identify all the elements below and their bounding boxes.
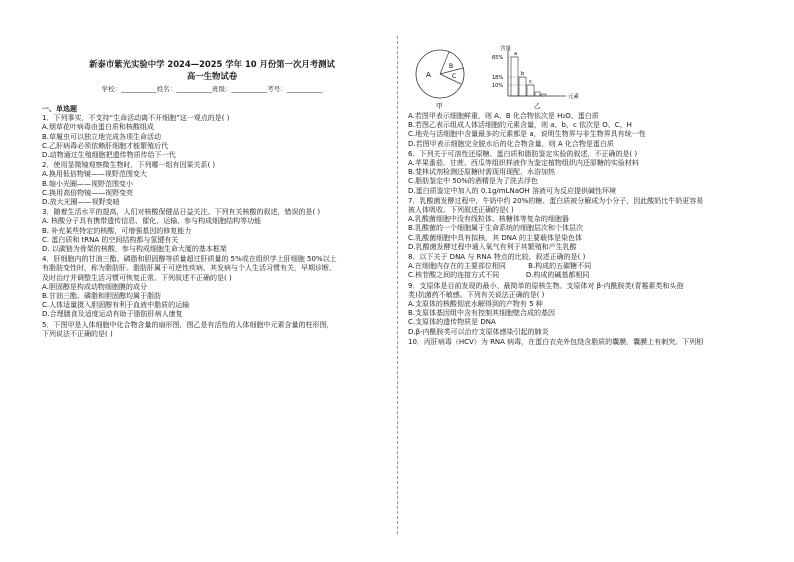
text-line: 4．肝细胞内的甘油三酯、磷脂和胆固醇等质量超过肝质量的 5%或在组织学上肝细胞 50%以上 — [42, 255, 337, 264]
y-tick-label: 10% — [492, 83, 504, 89]
text-line: B.支原体基因组中含有控制其细胞壁合成的基因 — [408, 309, 556, 318]
pie-slice-label: B — [449, 63, 454, 70]
bar-label: c — [529, 79, 532, 85]
text-line: 类)抗菌药不敏感。下列有关说法正确的是( ) — [408, 290, 545, 299]
text-line: C.换用高倍物镜——视野变亮 — [42, 188, 134, 197]
pie-slice-label: A — [426, 71, 431, 79]
y-axis-title: 含量 — [500, 46, 512, 52]
text-line: B.甘油三酯、磷脂和胆固醇均属于脂肪 — [42, 292, 162, 301]
text-line: 及时治疗并调整生活习惯可恢复正常。下列叙述不正确的是( ) — [42, 273, 232, 282]
text-line: A.换用低倍物镜——视野范围变大 — [42, 170, 147, 179]
text-line: B.草履虫可以独立地完成各项生命活动 — [42, 132, 162, 141]
left-column — [42, 104, 396, 339]
text-line: D.蛋白质鉴定中加入的 0.1g/mLNaOH 溶液可为反应提供碱性环境 — [408, 186, 617, 195]
figure-svg — [408, 44, 608, 112]
text-line: 6．下列关于可溶性还原糖、蛋白质和脂肪鉴定实验的叙述，不正确的是( ) — [408, 149, 638, 158]
text-line: C.乙肝病毒必须依赖肝细胞才能繁殖后代 — [42, 141, 169, 150]
text-line: 7．乳酸菌发酵过程中，牛奶中约 20%的糖、蛋白质被分解成为小分子，因此酸奶比牛奶更容易 — [408, 196, 704, 205]
right-column — [408, 44, 762, 347]
text-line: A.胆固醇是构成动物细胞膜的成分 — [42, 282, 147, 291]
text-line: B.缩小光圈——视野范围变小 — [42, 179, 134, 188]
text-line: D. 以碳链为骨架的核酸，参与构成细胞生命大厦的基本框架 — [42, 245, 227, 254]
text-line: A.苹果番茄、甘蔗、西瓜等组织样液作为鉴定植物组织内还原糖的实验材料 — [408, 159, 639, 168]
text-line: C.核苷酸之间的连接方式不同 D.构成的碱基都相同 — [408, 271, 590, 280]
pie-slice-label: C — [452, 73, 457, 80]
text-line: 5．下图甲是人体细胞中化合物含量的扇形图，图乙是有活性的人体细胞中元素含量的柱形图， — [42, 320, 334, 329]
text-line: A.烟草花叶病毒由蛋白质和核酸组成 — [42, 123, 154, 132]
bar-label: a — [514, 51, 518, 57]
text-line: C.乳酸菌细胞中具有拟核，其 DNA 的主要载体是染色体 — [408, 233, 582, 242]
text-line: A.若图甲表示细胞鲜重，则 A、B 化合物依次是 H₂O、蛋白质 — [408, 112, 599, 120]
bar — [535, 92, 540, 96]
bar-figure-label: 乙 — [534, 102, 541, 110]
pie-figure-label: 甲 — [436, 102, 443, 110]
text-line: D.动物通过生殖细胞把遗传物质传给下一代 — [42, 151, 176, 160]
text-line: C.脂肪鉴定中 50%的酒精是为了洗去浮色 — [408, 177, 538, 186]
bar-chart — [492, 44, 580, 110]
text-line: 9．支原体是目前发现的最小、最简单的原核生物。支原体对 β-内酰胺类(青霉素类和头孢 — [408, 281, 684, 290]
bar-label: b — [521, 71, 525, 77]
text-line: A.在细胞内存在的主要部位相同 B.构成的五碳糖不同 — [408, 262, 592, 271]
text-line: 10．丙肝病毒（HCV）为 RNA 病毒，在蛋白衣壳外包绕含脂质的囊膜，囊膜上有刺突。下列相 — [408, 337, 704, 346]
text-line: B.若图乙表示组成人体活细胞的元素含量，则 a、b、c 依次是 O、C、H — [408, 121, 632, 130]
text-line: C. 蛋白质和 tRNA 的空间结构都与氢键有关 — [42, 235, 179, 244]
text-line: B. 补充某些特定的核酸，可增强基因的修复能力 — [42, 226, 192, 235]
text-line: D.合理膳食及适度运动有助于脂肪肝病人康复 — [42, 310, 183, 319]
bar — [511, 57, 518, 96]
text-line: D.β-内酰胺类可以治疗支原体感染引起的肺炎 — [408, 327, 549, 336]
question-5-figure — [408, 44, 762, 112]
text-line: 被人体吸收。下列叙述正确的是( ) — [408, 206, 514, 215]
pie-divider — [440, 52, 449, 74]
text-line: B.乳酸菌的一个细胞属于生命系统的细胞层次和个体层次 — [408, 224, 584, 233]
text-line: B.斐林试剂检测还原糖时需现用现配，水浴加热 — [408, 168, 556, 177]
text-line: D.若图甲表示细胞完全脱水后的化合物含量，则 A 化合物是蛋白质 — [408, 139, 614, 148]
text-line: C.支原体的遗传物质是 DNA — [408, 318, 496, 327]
x-axis-title: 元素 — [568, 94, 580, 100]
text-line: 1．下列事实，不支持“生命活动离不开细胞”这一观点的是( ) — [42, 114, 230, 123]
text-line: D.放大光圈——视野变暗 — [42, 198, 120, 207]
text-line: 2．使用显微镜观察微生物时，下列哪一组有因果关系( ) — [42, 161, 216, 170]
bar — [519, 77, 526, 96]
bar — [527, 85, 534, 96]
column-divider — [397, 36, 398, 534]
y-tick-label: 18% — [492, 75, 504, 81]
pie-chart — [416, 50, 464, 110]
text-line: D.乳酸菌发酵过程中通入氧气有利于其繁殖和产生乳酸 — [408, 242, 577, 251]
text-line: 下列说法不正确的是( ) — [42, 329, 113, 338]
text-line: 8．以下关于 DNA 与 RNA 特点的比较，叙述正确的是( ) — [408, 253, 586, 262]
pie-divider — [440, 74, 461, 84]
text-line: C.地壳与活细胞中含量最多的元素都是 a，说明生物界与非生物界具有统一性 — [408, 130, 646, 139]
text-line: A.乳酸菌细胞中没有线粒体、核糖体等复杂的细胞器 — [408, 215, 569, 224]
text-line: 有脂肪变性时，称为脂肪肝。脂肪肝属于可逆性疾病，其发病与个人生活习惯有关，早期诊断、 — [42, 264, 336, 273]
section-heading: 一、单选题 — [42, 105, 77, 113]
student-info-line: 学校：___________姓名：___________班级：___________考号：___________ — [101, 85, 323, 93]
text-line: A. 核酸分子具有携带遗传信息、催化、运输、参与构成细胞结构等功能 — [42, 217, 262, 226]
text-line: 3．随着生活水平的提高，人们对核酸保健品日益关注。下列有关核酸的叙述，错误的是( ) — [42, 208, 321, 217]
text-line: C.人体适量摄入胆固醇有利于血液中脂质的运输 — [42, 301, 190, 310]
exam-subtitle: 高一生物试卷 — [186, 71, 238, 81]
text-line: A.支原体的核酸彻底水解得到的产物有 5 种 — [408, 300, 543, 309]
y-tick-label: 65% — [492, 55, 504, 61]
exam-title: 新泰市紫光实验中学 2024—2025 学年 10 月份第一次月考测试 — [89, 59, 335, 69]
